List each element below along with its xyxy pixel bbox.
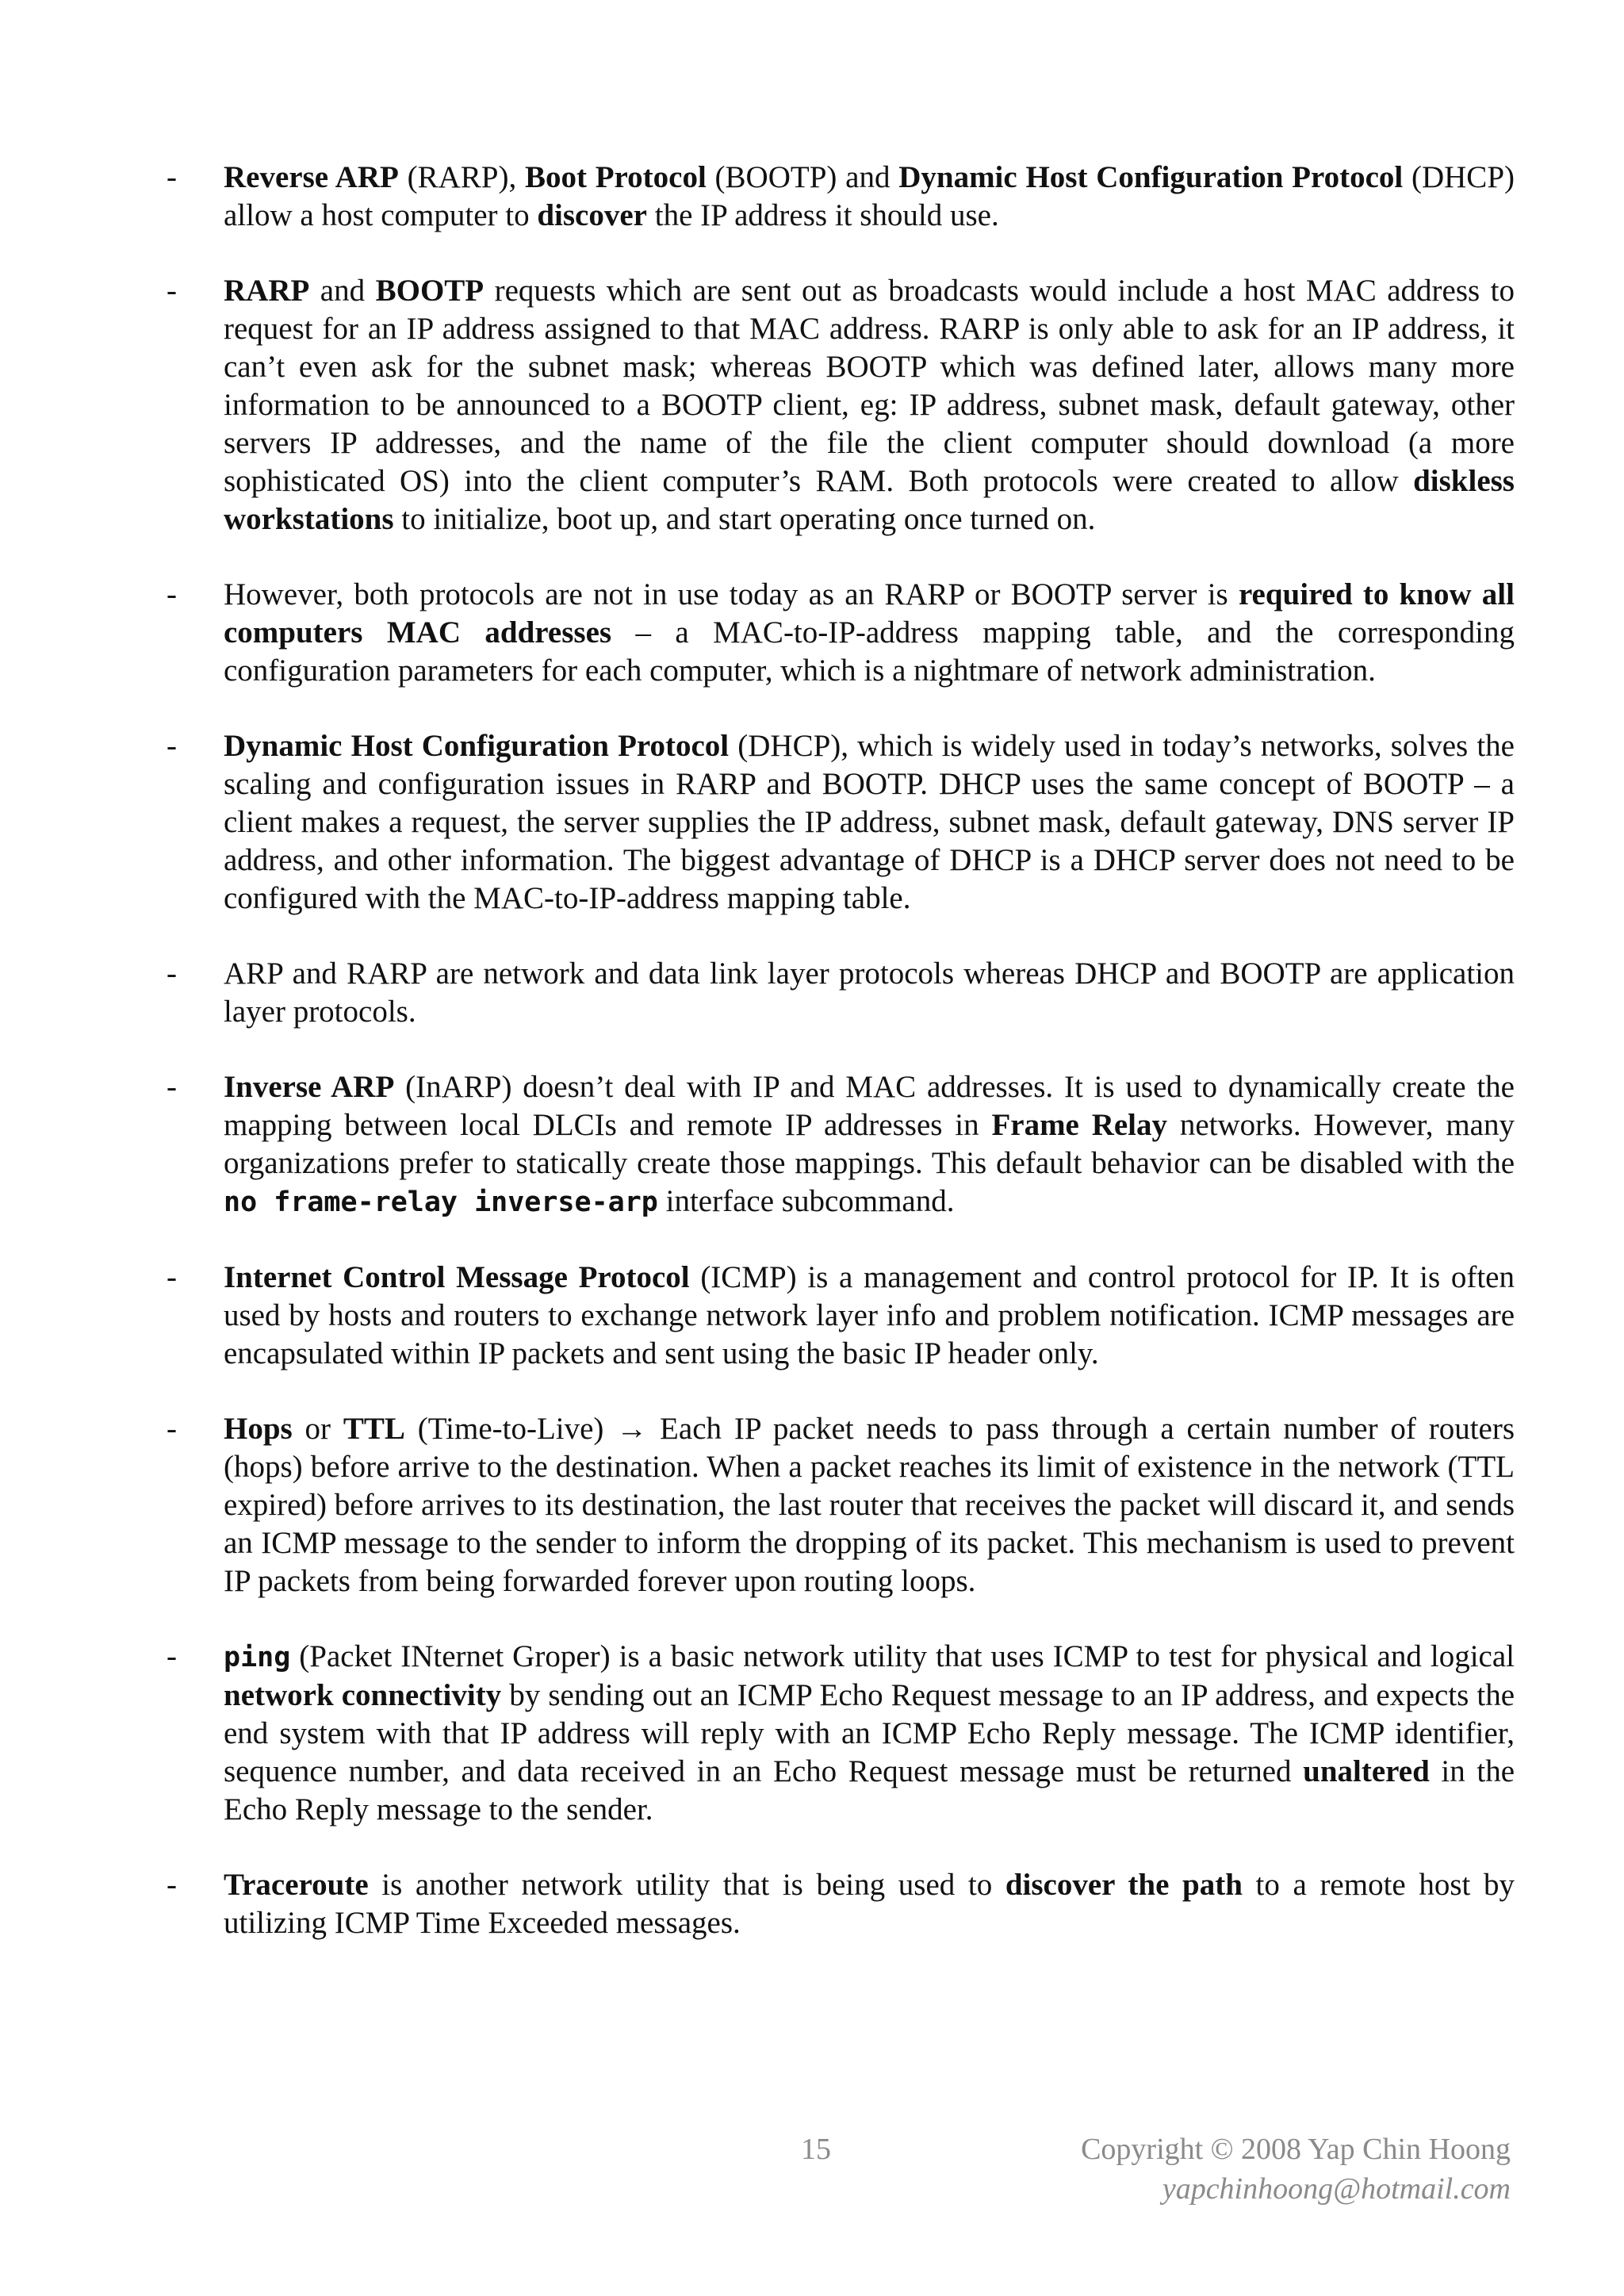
bullet-dash: - (167, 1070, 177, 1104)
bullet-dash: - (167, 729, 177, 763)
list-item (167, 272, 1515, 539)
term-dhcp: Dynamic Host Configuration Protocol (898, 160, 1404, 194)
term-discover-the-path: discover the path (1005, 1868, 1243, 1902)
text-span: or (292, 1412, 343, 1446)
term-dhcp: Dynamic Host Configuration Protocol (224, 729, 730, 763)
list-item (167, 159, 1515, 235)
term-traceroute: Traceroute (224, 1868, 369, 1902)
list-item (167, 1068, 1515, 1221)
text-span: to initialize, boot up, and start operating once turned on. (393, 502, 1096, 536)
text-span: Each IP packet needs to pass through a certain number of routers (hops) before arrive to the destination. When a packet reaches its limit of existence in the network (TTL expired) before arrives to its destination, the last router that receives the packet will discard it, and sends an ICMP message to the sender to inform the dropping of its packet. This mechanism is used to prevent IP packets from being forwarded forever upon routing loops. (224, 1412, 1515, 1598)
paragraph (224, 1866, 1515, 1942)
term-ttl: TTL (343, 1412, 405, 1446)
bullet-dash: - (167, 1260, 177, 1294)
term-inverse-arp: Inverse ARP (224, 1070, 395, 1104)
bullet-dash: - (167, 1412, 177, 1446)
bullet-dash: - (167, 160, 177, 194)
bullet-list (167, 159, 1515, 1980)
paragraph (224, 159, 1515, 235)
text-span: is another network utility that is being used to (368, 1868, 1005, 1902)
list-item (167, 1638, 1515, 1829)
term-discover: discover (537, 198, 647, 232)
text-span: (DHCP) allow a host computer to (224, 160, 1515, 232)
text-span: and (309, 274, 376, 308)
term-icmp: Internet Control Message Protocol (224, 1260, 690, 1294)
bullet-dash: - (167, 956, 177, 991)
paragraph (224, 576, 1515, 690)
term-boot-protocol: Boot Protocol (524, 160, 707, 194)
text-span: (DHCP), which is widely used in today’s networks, solves the scaling and configuration issues in RARP and BOOTP. DHCP uses the same concept of BOOTP – a client makes a request, the server supplies the IP address, subnet mask, default gateway, DNS server IP address, and other information. The biggest advantage of DHCP is a DHCP server does not need to be configured with the MAC-to-IP-address mapping table. (224, 729, 1515, 915)
paragraph (224, 1410, 1515, 1600)
term-rarp: RARP (224, 274, 310, 308)
author-email: yapchinhoong@hotmail.com (1162, 2172, 1511, 2206)
text-span: ARP and RARP are network and data link layer protocols whereas DHCP and BOOTP are application layer protocols. (224, 956, 1515, 1029)
text-span: (Packet INternet Groper) is a basic network utility that uses ICMP to test for physical and logical (290, 1639, 1515, 1673)
text-span: – a MAC-to-IP-address mapping table, and the corresponding configuration parameters for each computer, which is a nightmare of network administration. (224, 615, 1515, 688)
text-span: (InARP) doesn’t deal with IP and MAC addresses. It is used to dynamically create the mapping between local DLCIs and remote IP addresses in (224, 1070, 1515, 1142)
term-reverse-arp: Reverse ARP (224, 160, 399, 194)
text-span: networks. However, many organizations prefer to statically create those mappings. This default behavior can be disabled with the (224, 1108, 1515, 1180)
term-bootp: BOOTP (375, 274, 485, 308)
text-span: However, both protocols are not in use today as an RARP or BOOTP server is (224, 577, 1239, 611)
bullet-dash: - (167, 1868, 177, 1902)
text-span: (BOOTP) and (706, 160, 899, 194)
list-item (167, 576, 1515, 690)
paragraph (224, 1068, 1515, 1221)
paragraph (224, 272, 1515, 539)
bullet-dash: - (167, 274, 177, 308)
paragraph (224, 1638, 1515, 1829)
text-span: (RARP), (398, 160, 525, 194)
list-item (167, 955, 1515, 1031)
list-item (167, 1866, 1515, 1942)
text-span: by sending out an ICMP Echo Request message to an IP address, and expects the end system with that IP address will reply with an ICMP Echo Reply message. The ICMP identifier, sequence number, and data received in an Echo Request message must be returned (224, 1678, 1515, 1788)
bullet-dash: - (167, 577, 177, 611)
text-span: the IP address it should use. (646, 198, 999, 232)
page-number: 15 (801, 2133, 831, 2166)
paragraph (224, 955, 1515, 1031)
term-frame-relay: Frame Relay (991, 1108, 1168, 1142)
text-span: (ICMP) is a management and control protocol for IP. It is often used by hosts and routers to exchange network layer info and problem notification. ICMP messages are encapsulated within IP packets and sent using the basic IP header only. (224, 1260, 1515, 1370)
term-diskless-workstations: diskless workstations (224, 464, 1515, 536)
text-span: interface subcommand. (657, 1184, 955, 1218)
command-text: no frame-relay inverse-arp (224, 1186, 658, 1218)
paragraph (224, 727, 1515, 918)
text-span: (Time-to-Live) (404, 1412, 617, 1446)
arrow-icon: → (616, 1412, 648, 1446)
text-span: to a remote host by utilizing ICMP Time Exceeded messages. (224, 1868, 1515, 1940)
paragraph (224, 1259, 1515, 1373)
term-required-to-know: required to know all computers MAC addresses (224, 577, 1515, 650)
term-network-connectivity: network connectivity (224, 1678, 502, 1712)
list-item (167, 1410, 1515, 1600)
list-item (167, 727, 1515, 918)
copyright-notice: Copyright © 2008 Yap Chin Hoong (1081, 2133, 1511, 2166)
list-item (167, 1259, 1515, 1373)
command-text: ping (224, 1642, 291, 1673)
bullet-dash: - (167, 1639, 177, 1673)
term-hops: Hops (224, 1412, 293, 1446)
text-span: in the Echo Reply message to the sender. (224, 1754, 1515, 1826)
text-span: requests which are sent out as broadcasts would include a host MAC address to request for an IP address assigned to that MAC address. RARP is only able to ask for an IP address, it can’t even ask for the subnet mask; whereas BOOTP which was defined later, allows many more information to be announced to a BOOTP client, eg: IP address, subnet mask, default gateway, other servers IP addresses, and the name of the file the client computer should download (a more sophisticated OS) into the client computer’s RAM. Both protocols were created to allow (224, 274, 1515, 498)
term-unaltered: unaltered (1303, 1754, 1430, 1788)
